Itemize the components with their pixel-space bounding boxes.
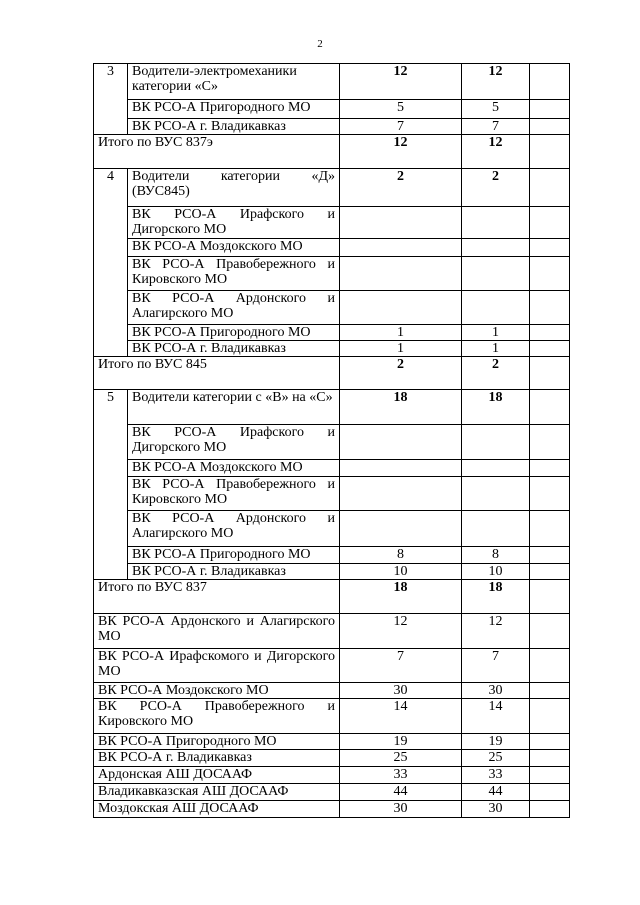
value-planned: 12: [340, 64, 462, 100]
value-planned: 10: [340, 564, 462, 580]
table-row: [94, 750, 570, 767]
value-allocated: 19: [462, 734, 530, 750]
value-allocated: 1: [462, 341, 530, 357]
value-planned: 25: [340, 750, 462, 767]
empty-cell: [530, 291, 570, 325]
table-row: [94, 580, 570, 614]
group-number: 3: [94, 64, 128, 135]
value-allocated: [462, 477, 530, 511]
unit-name: ВК РСО-А Ирафскомого и Дигорского МО: [94, 649, 340, 683]
unit-name: ВК РСО-А Ардонского и Алагирского МО: [94, 614, 340, 649]
value-planned: [340, 460, 462, 477]
unit-name: ВК РСО-А Пригородного МО: [94, 734, 340, 750]
value-allocated: 8: [462, 547, 530, 564]
value-planned: [340, 511, 462, 547]
value-planned: 12: [340, 614, 462, 649]
value-allocated: 30: [462, 683, 530, 699]
value-allocated: [462, 257, 530, 291]
empty-cell: [530, 564, 570, 580]
table-row: [94, 699, 570, 734]
empty-cell: [530, 683, 570, 699]
empty-cell: [530, 341, 570, 357]
value-allocated: 25: [462, 750, 530, 767]
unit-name: ВК РСО-А Моздокского МО: [128, 460, 340, 477]
empty-cell: [530, 239, 570, 257]
value-allocated: 2: [462, 357, 530, 390]
table-row: [94, 784, 570, 801]
value-planned: 2: [340, 357, 462, 390]
value-allocated: [462, 460, 530, 477]
empty-cell: [530, 257, 570, 291]
empty-cell: [530, 477, 570, 511]
unit-name: ВК РСО-А Правобережного и Кировского МО: [94, 699, 340, 734]
unit-name: ВК РСО-А Пригородного МО: [128, 325, 340, 341]
unit-name: ВК РСО-А Правобережного и Кировского МО: [128, 477, 340, 511]
value-planned: 1: [340, 325, 462, 341]
table-row: [94, 734, 570, 750]
table-row: [94, 649, 570, 683]
value-allocated: [462, 425, 530, 460]
group-title: Водители категории «Д» (ВУС845): [128, 169, 340, 207]
value-planned: 30: [340, 683, 462, 699]
total-label: Итого по ВУС 837: [94, 580, 340, 614]
value-planned: [340, 239, 462, 257]
table-row: [94, 767, 570, 784]
value-allocated: 14: [462, 699, 530, 734]
unit-name: ВК РСО-А Пригородного МО: [128, 100, 340, 119]
value-allocated: 7: [462, 649, 530, 683]
value-planned: 7: [340, 649, 462, 683]
value-allocated: 12: [462, 135, 530, 169]
value-planned: [340, 257, 462, 291]
table-row: [94, 477, 570, 511]
unit-name: ВК РСО-А г. Владикавказ: [128, 119, 340, 135]
unit-name: Моздокская АШ ДОСААФ: [94, 801, 340, 818]
empty-cell: [530, 207, 570, 239]
empty-cell: [530, 460, 570, 477]
table-row: [94, 357, 570, 390]
table-row: [94, 614, 570, 649]
unit-name: Ардонская АШ ДОСААФ: [94, 767, 340, 784]
empty-cell: [530, 119, 570, 135]
value-planned: 8: [340, 547, 462, 564]
total-label: Итого по ВУС 845: [94, 357, 340, 390]
table-row: [94, 325, 570, 341]
value-planned: 33: [340, 767, 462, 784]
empty-cell: [530, 390, 570, 425]
value-planned: 5: [340, 100, 462, 119]
value-planned: 12: [340, 135, 462, 169]
table-row: [94, 169, 570, 207]
empty-cell: [530, 135, 570, 169]
table-row: [94, 547, 570, 564]
value-allocated: 12: [462, 64, 530, 100]
table-row: [94, 100, 570, 119]
unit-name: ВК РСО-А г. Владикавказ: [128, 564, 340, 580]
table-row: [94, 64, 570, 100]
table-row: [94, 257, 570, 291]
value-allocated: 12: [462, 614, 530, 649]
unit-name: Владикавказская АШ ДОСААФ: [94, 784, 340, 801]
empty-cell: [530, 511, 570, 547]
value-allocated: 44: [462, 784, 530, 801]
value-allocated: 7: [462, 119, 530, 135]
value-planned: 14: [340, 699, 462, 734]
group-number: 5: [94, 390, 128, 580]
value-planned: [340, 425, 462, 460]
unit-name: ВК РСО-А Моздокского МО: [94, 683, 340, 699]
value-allocated: 1: [462, 325, 530, 341]
table-row: [94, 564, 570, 580]
unit-name: ВК РСО-А Ардонского и Алагирского МО: [128, 291, 340, 325]
empty-cell: [530, 784, 570, 801]
table-row: [94, 801, 570, 818]
empty-cell: [530, 357, 570, 390]
table-body: [94, 64, 570, 818]
empty-cell: [530, 767, 570, 784]
value-allocated: [462, 207, 530, 239]
empty-cell: [530, 100, 570, 119]
table-row: [94, 390, 570, 425]
unit-name: ВК РСО-А Пригородного МО: [128, 547, 340, 564]
empty-cell: [530, 734, 570, 750]
unit-name: ВК РСО-А Моздокского МО: [128, 239, 340, 257]
value-planned: 18: [340, 580, 462, 614]
empty-cell: [530, 750, 570, 767]
value-planned: [340, 477, 462, 511]
table-row: [94, 425, 570, 460]
unit-name: ВК РСО-А Правобережного и Кировского МО: [128, 257, 340, 291]
value-allocated: [462, 239, 530, 257]
value-allocated: 30: [462, 801, 530, 818]
group-title: Водители-электромеханики категории «С»: [128, 64, 340, 100]
value-allocated: [462, 511, 530, 547]
table-row: [94, 341, 570, 357]
value-planned: 30: [340, 801, 462, 818]
value-allocated: 10: [462, 564, 530, 580]
table-row: [94, 207, 570, 239]
value-planned: 44: [340, 784, 462, 801]
table-row: [94, 119, 570, 135]
value-allocated: 5: [462, 100, 530, 119]
value-planned: 7: [340, 119, 462, 135]
table-row: [94, 135, 570, 169]
value-planned: [340, 207, 462, 239]
table-row: [94, 291, 570, 325]
value-planned: 2: [340, 169, 462, 207]
table-row: [94, 460, 570, 477]
page-number: 2: [317, 38, 323, 50]
unit-name: ВК РСО-А Ардонского и Алагирского МО: [128, 511, 340, 547]
empty-cell: [530, 547, 570, 564]
unit-name: ВК РСО-А г. Владикавказ: [94, 750, 340, 767]
value-allocated: [462, 291, 530, 325]
unit-name: ВК РСО-А Ирафского и Дигорского МО: [128, 207, 340, 239]
value-allocated: 2: [462, 169, 530, 207]
table-row: [94, 683, 570, 699]
table-row: [94, 511, 570, 547]
empty-cell: [530, 649, 570, 683]
value-planned: 19: [340, 734, 462, 750]
value-planned: [340, 291, 462, 325]
value-allocated: 18: [462, 580, 530, 614]
distribution-table: [93, 63, 570, 818]
value-allocated: 33: [462, 767, 530, 784]
table-row: [94, 239, 570, 257]
empty-cell: [530, 699, 570, 734]
value-allocated: 18: [462, 390, 530, 425]
unit-name: ВК РСО-А Ирафского и Дигорского МО: [128, 425, 340, 460]
empty-cell: [530, 425, 570, 460]
empty-cell: [530, 64, 570, 100]
unit-name: ВК РСО-А г. Владикавказ: [128, 341, 340, 357]
group-title: Водители категории с «В» на «С»: [128, 390, 340, 425]
group-number: 4: [94, 169, 128, 357]
empty-cell: [530, 169, 570, 207]
empty-cell: [530, 801, 570, 818]
empty-cell: [530, 325, 570, 341]
value-planned: 1: [340, 341, 462, 357]
total-label: Итого по ВУС 837э: [94, 135, 340, 169]
value-planned: 18: [340, 390, 462, 425]
empty-cell: [530, 614, 570, 649]
empty-cell: [530, 580, 570, 614]
